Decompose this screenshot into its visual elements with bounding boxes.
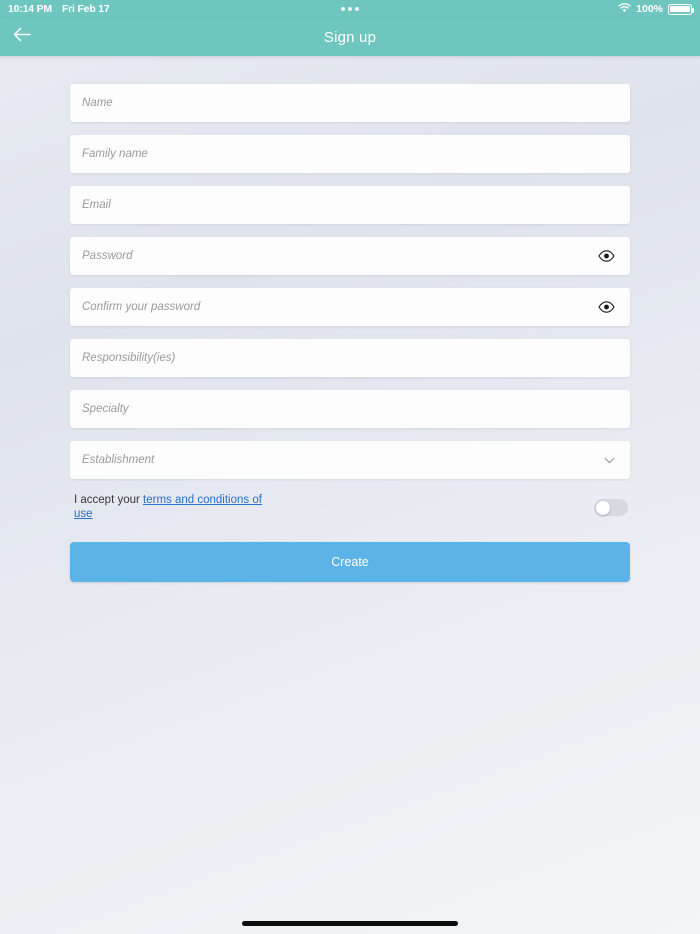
- responsibilities-field[interactable]: [70, 339, 630, 377]
- status-bar: [0, 0, 700, 18]
- specialty-input[interactable]: [82, 390, 618, 428]
- battery-percent-label: 100%: [636, 3, 663, 15]
- family-name-input[interactable]: [82, 135, 618, 173]
- accept-terms-toggle[interactable]: [594, 499, 628, 516]
- status-time: 10:14 PM: [8, 3, 52, 15]
- terms-row: [70, 489, 630, 522]
- terms-prefix: I accept your: [74, 494, 144, 506]
- confirm-password-field[interactable]: [70, 288, 630, 326]
- back-arrow-icon: [13, 27, 31, 47]
- page-title: Sign up: [323, 28, 377, 46]
- battery-icon: [668, 4, 692, 15]
- status-date: Fri Feb 17: [61, 3, 110, 15]
- chevron-down-icon[interactable]: [602, 453, 616, 467]
- confirm-password-input[interactable]: [82, 288, 596, 326]
- home-indicator[interactable]: [242, 921, 458, 926]
- terms-label: [74, 493, 274, 522]
- show-password-eye-icon[interactable]: [596, 246, 616, 266]
- establishment-field[interactable]: [70, 441, 630, 479]
- wifi-icon: [618, 3, 631, 16]
- create-button[interactable]: Create: [70, 542, 630, 582]
- app-bar: [0, 18, 700, 56]
- status-bar-right: [618, 3, 692, 16]
- email-field[interactable]: [70, 186, 630, 224]
- name-input[interactable]: [82, 84, 618, 122]
- password-input[interactable]: [82, 237, 596, 275]
- establishment-input[interactable]: [82, 441, 602, 479]
- more-dots-icon: [341, 7, 359, 11]
- terms-and-conditions-link[interactable]: terms and conditions of use: [74, 494, 262, 521]
- specialty-field[interactable]: [70, 390, 630, 428]
- family-name-field[interactable]: [70, 135, 630, 173]
- back-button[interactable]: [0, 18, 44, 56]
- password-field[interactable]: [70, 237, 630, 275]
- email-input[interactable]: [82, 186, 618, 224]
- name-field[interactable]: [70, 84, 630, 122]
- show-confirm-password-eye-icon[interactable]: [596, 297, 616, 317]
- signup-form: [0, 56, 700, 582]
- responsibilities-input[interactable]: [82, 339, 618, 377]
- status-bar-left: [8, 3, 110, 15]
